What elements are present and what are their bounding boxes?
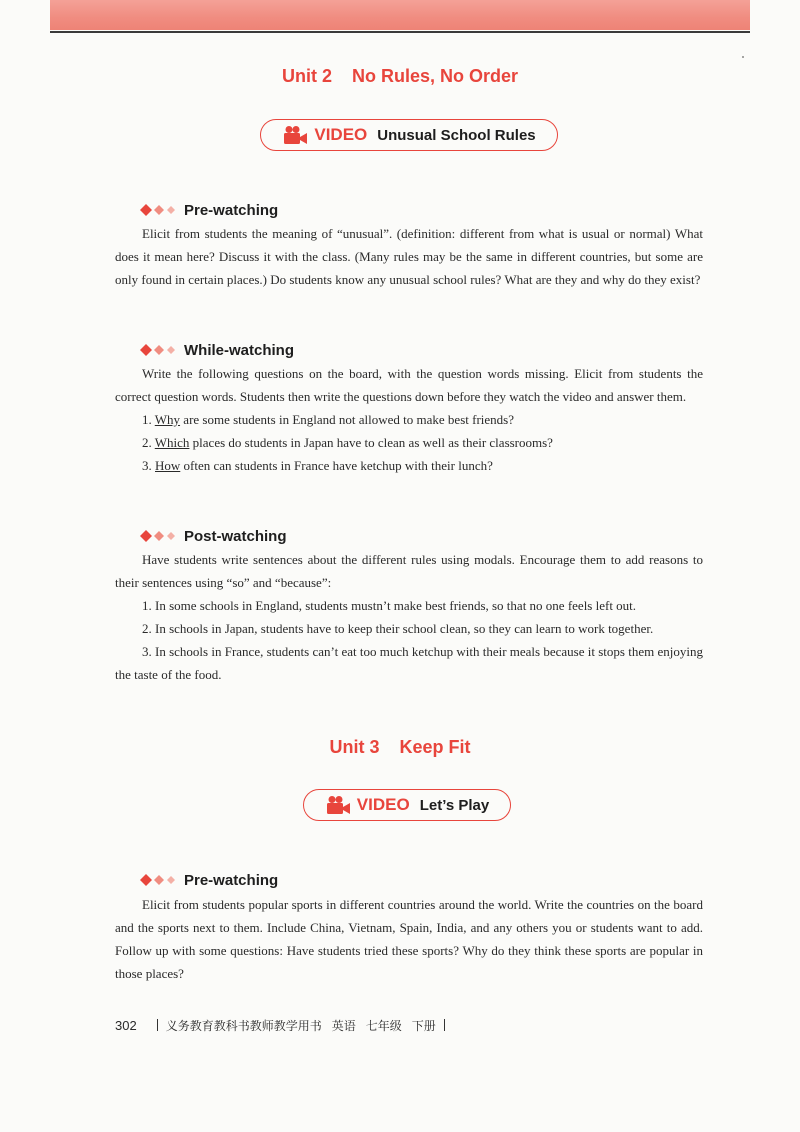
post-watching-text	[115, 548, 703, 686]
section-heading-pre-watching	[140, 200, 278, 220]
section-heading-label: While-watching	[184, 341, 294, 359]
diamonds-icon	[140, 874, 178, 886]
section-heading-label: Pre-watching	[184, 201, 279, 219]
question-number: 2.	[142, 435, 152, 450]
while-watching-text	[115, 362, 703, 477]
grade: 七年级	[365, 1018, 402, 1033]
footer-divider	[157, 1019, 158, 1031]
paragraph: Elicit from students popular sports in different countries around the world. Write the countries on the board and the sports next to them. Include China, Vietnam, Spain, India, and any others you or students want to add. Follow up with some questions: Have students tried these sports? Why do they think these sports are popular in those places?	[115, 897, 703, 981]
video-camera-icon	[325, 795, 351, 815]
paragraph: Have students write sentences about the different rules using modals. Encourage them to add reasons to their sentences using “so” and “because”:	[115, 552, 703, 590]
section-heading-while-watching	[140, 340, 294, 360]
section-heading-label: Post-watching	[184, 527, 287, 545]
book-title: 义务教育教科书教师教学用书	[165, 1018, 322, 1033]
footer-divider	[444, 1019, 445, 1031]
volume: 下册	[411, 1018, 436, 1033]
unit-2-title: Unit 2 No Rules, No Order	[281, 66, 519, 86]
paragraph: Elicit from students the meaning of “unusual”. (definition: different from what is usual or normal) What does it mean here? Discuss it with the class. (Many rules may be the same in different countries, but some are only found in certain places.) Do students know any unusual school rules? What are they and why do they exist?	[115, 226, 703, 287]
video-title: Let’s Play	[419, 796, 490, 814]
question-word: Why	[154, 412, 181, 427]
page-footer	[115, 1016, 453, 1034]
diamonds-icon	[140, 344, 178, 356]
question-rest: often can students in France have ketchup with their lunch?	[180, 458, 493, 473]
list-item: 1. In some schools in England, students mustn’t make best friends, so that no one feels left out.	[142, 598, 637, 613]
question-item	[115, 454, 703, 477]
header-band	[50, 0, 750, 30]
question-rest: are some students in England not allowed to make best friends?	[180, 412, 514, 427]
unit-3-title: Unit 3 Keep Fit	[329, 737, 471, 757]
list-item: 3. In schools in France, students can’t eat too much ketchup with their meals because it stops them enjoying the taste of the food.	[115, 644, 703, 682]
pre-watching-text	[115, 222, 703, 291]
list-item: 2. In schools in Japan, students have to keep their school clean, so they can learn to work together.	[142, 621, 654, 636]
question-number: 3.	[142, 458, 152, 473]
video-label: VIDEO	[314, 125, 368, 144]
diamonds-icon	[140, 204, 178, 216]
section-heading-post-watching	[140, 526, 287, 546]
page-number: 302	[115, 1017, 137, 1033]
subject: 英语	[331, 1018, 356, 1033]
question-word: How	[155, 458, 181, 473]
paragraph: Write the following questions on the board, with the question words missing. Elicit from students the correct question words. Students then write the questions down before they watch the video and answer them.	[115, 366, 703, 404]
video-label: VIDEO	[356, 795, 410, 814]
section-heading-label: Pre-watching	[184, 871, 279, 889]
question-word: Which	[154, 435, 190, 450]
unit3-pre-watching-text	[115, 893, 703, 985]
question-item	[115, 408, 703, 431]
video-title: Unusual School Rules	[377, 126, 536, 144]
unit-3-video-banner	[303, 789, 511, 821]
question-number: 1.	[142, 412, 152, 427]
unit-2-video-banner	[260, 119, 558, 151]
header-rule	[50, 31, 750, 33]
question-rest: places do students in Japan have to clean as well as their classrooms?	[189, 435, 553, 450]
diamonds-icon	[140, 530, 178, 542]
video-camera-icon	[282, 125, 308, 145]
page-speck	[742, 56, 744, 58]
question-item	[115, 431, 703, 454]
section-heading-pre-watching-unit3	[140, 870, 278, 890]
